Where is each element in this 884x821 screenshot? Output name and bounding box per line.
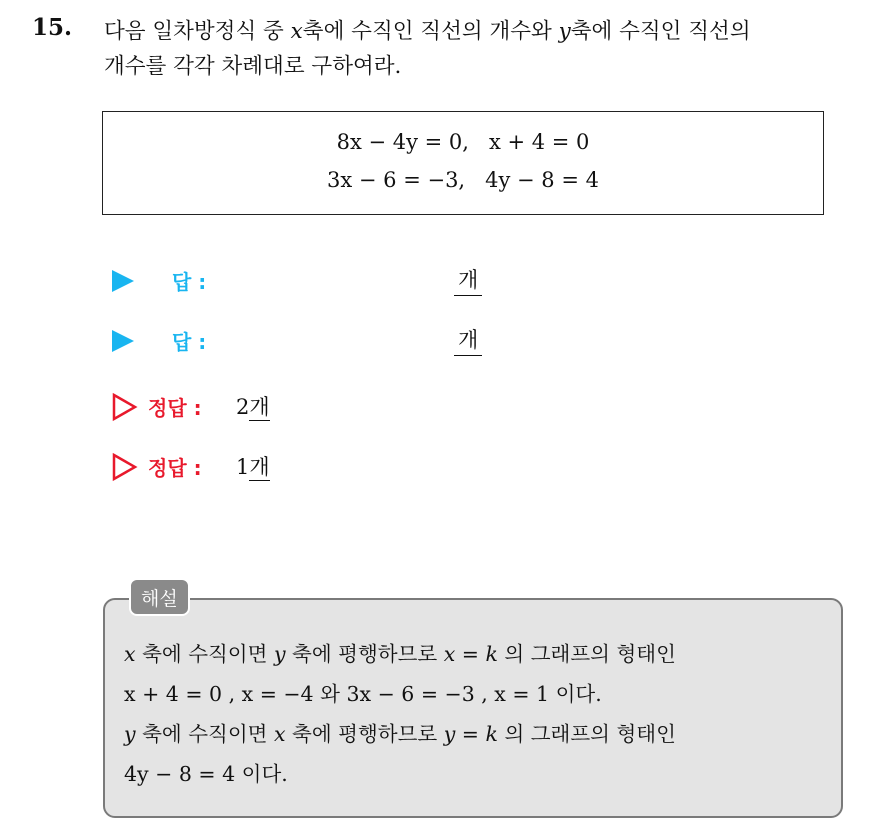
equation-line-2: 3x − 6 = −3, 4y − 8 = 4	[327, 168, 599, 192]
question-line-2: 개수를 각각 차례대로 구하여라.	[104, 54, 402, 79]
correct-answer-row-1	[112, 390, 412, 426]
math-variable: x	[290, 19, 303, 44]
solution-text	[124, 634, 834, 794]
math-expression: y = k	[443, 722, 498, 746]
question-text-part: 다음 일차방정식 중	[104, 19, 291, 44]
solution-text-part: 의 그래프의 형태인	[497, 642, 676, 666]
solution-text-part: 축에 수직이면	[135, 722, 274, 746]
solution-text-part: 축에 평행하므로	[285, 722, 444, 746]
question-number: 15.	[32, 14, 73, 41]
solution-text-part: 의 그래프의 형태인	[497, 722, 676, 746]
correct-answer-row-2	[112, 450, 412, 486]
answer-blank-2[interactable]: 개	[454, 324, 482, 356]
solution-line-4	[124, 754, 834, 794]
answer-row-2	[112, 324, 512, 360]
math-variable: y	[558, 19, 571, 44]
math-variable: x	[124, 642, 136, 666]
math-variable: y	[124, 722, 136, 746]
answer-label: 답 :	[172, 270, 207, 294]
answer-row-1	[112, 264, 512, 300]
solution-line-2	[124, 674, 834, 714]
math-expression: 4y − 8 = 4	[124, 762, 236, 786]
solution-tag: 해설	[129, 578, 190, 616]
math-variable: x	[273, 722, 286, 746]
math-expression: x + 4 = 0 , x = −4	[124, 682, 314, 706]
correct-answer-number: 1	[236, 455, 250, 479]
equation-line-1: 8x − 4y = 0, x + 4 = 0	[336, 130, 590, 154]
solution-line-3	[124, 714, 834, 754]
question-line-1	[104, 14, 864, 49]
correct-answer-unit: 개	[249, 395, 270, 419]
correct-answer-number: 2	[236, 395, 250, 419]
correct-answer-value	[236, 451, 270, 481]
outline-triangle-icon	[112, 452, 138, 482]
math-variable: y	[273, 642, 286, 666]
question-text	[104, 14, 864, 84]
answer-blank-1[interactable]: 개	[454, 264, 482, 296]
play-triangle-icon	[112, 270, 134, 292]
solution-text-part: 이다.	[235, 762, 288, 786]
solution-text-part: 축에 수직이면	[135, 642, 274, 666]
correct-answer-value	[236, 391, 270, 421]
equation-box	[102, 111, 824, 215]
math-expression: x = k	[443, 642, 498, 666]
play-triangle-icon	[112, 330, 134, 352]
solution-text-part: 이다.	[549, 682, 602, 706]
outline-triangle-icon	[112, 392, 138, 422]
math-expression: 3x − 6 = −3 , x = 1	[346, 682, 550, 706]
question-text-part: 축에 수직인 직선의	[570, 19, 751, 44]
answer-label: 답 :	[172, 330, 207, 354]
solution-line-1	[124, 634, 834, 674]
correct-answer-label: 정답 :	[148, 456, 202, 480]
question-text-part: 축에 수직인 직선의 개수와	[302, 19, 559, 44]
solution-text-part: 와	[313, 682, 347, 706]
correct-answer-label: 정답 :	[148, 396, 202, 420]
solution-text-part: 축에 평행하므로	[285, 642, 444, 666]
correct-answer-unit: 개	[249, 455, 270, 479]
